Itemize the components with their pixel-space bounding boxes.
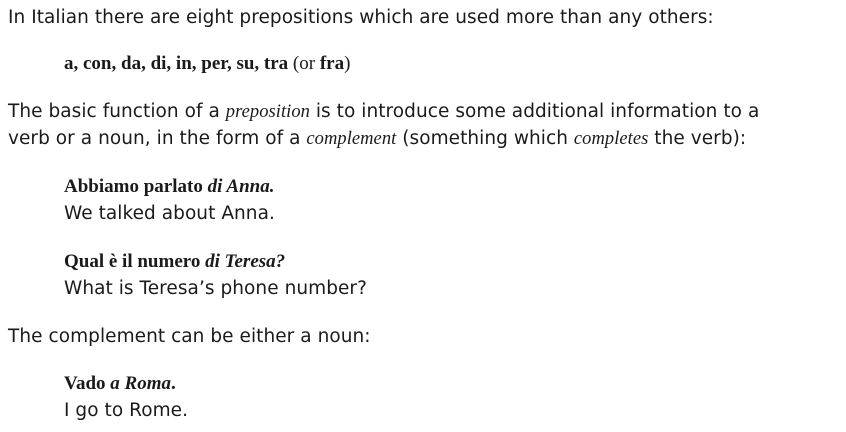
example-3-english — [64, 399, 188, 423]
term-preposition: preposition — [225, 102, 310, 122]
example-3-english-text: I go to Rome. — [64, 400, 189, 421]
example-3-italian — [64, 372, 176, 396]
example-2-english — [64, 277, 367, 301]
example-3-italian-b: . — [171, 373, 176, 394]
preposition-list-bold: a, con, da, di, in, per, su, tra — [64, 53, 289, 74]
function-text-1b: is to introduce some additional information to a — [309, 101, 760, 122]
intro-paragraph — [8, 6, 714, 30]
example-1-italian — [64, 175, 274, 199]
function-text-1a: The basic function of a — [8, 101, 226, 122]
example-1-english — [64, 202, 275, 226]
function-text-2c: the verb): — [648, 128, 747, 149]
complement-paragraph — [8, 325, 371, 349]
function-paragraph-line-2 — [8, 127, 746, 151]
example-1-italian-a: Abbiamo parlato — [64, 176, 208, 197]
function-text-2b: (something which — [396, 128, 574, 149]
example-2-italian-em: di Teresa? — [205, 251, 286, 272]
function-text-2a: verb or a noun, in the form of a — [8, 128, 307, 149]
function-paragraph-line-1 — [8, 100, 759, 124]
example-2-italian — [64, 250, 285, 274]
example-3-italian-a: Vado — [64, 373, 111, 394]
example-1-english-text: We talked about Anna. — [64, 203, 275, 224]
example-1-italian-em: di Anna. — [207, 176, 275, 197]
term-complement: complement — [306, 129, 397, 149]
preposition-alt-suffix: ) — [344, 53, 351, 74]
preposition-list — [64, 52, 350, 76]
intro-text: In Italian there are eight prepositions which are used more than any others: — [8, 7, 714, 28]
preposition-alt-prefix: (or — [288, 53, 320, 74]
preposition-alt-word: fra — [319, 53, 345, 74]
complement-text: The complement can be either a noun: — [8, 326, 371, 347]
example-3-italian-em: a Roma — [110, 373, 171, 394]
term-completes: completes — [573, 129, 649, 149]
example-2-italian-a: Qual è il numero — [64, 251, 206, 272]
example-2-english-text: What is Teresa’s phone number? — [64, 278, 367, 299]
